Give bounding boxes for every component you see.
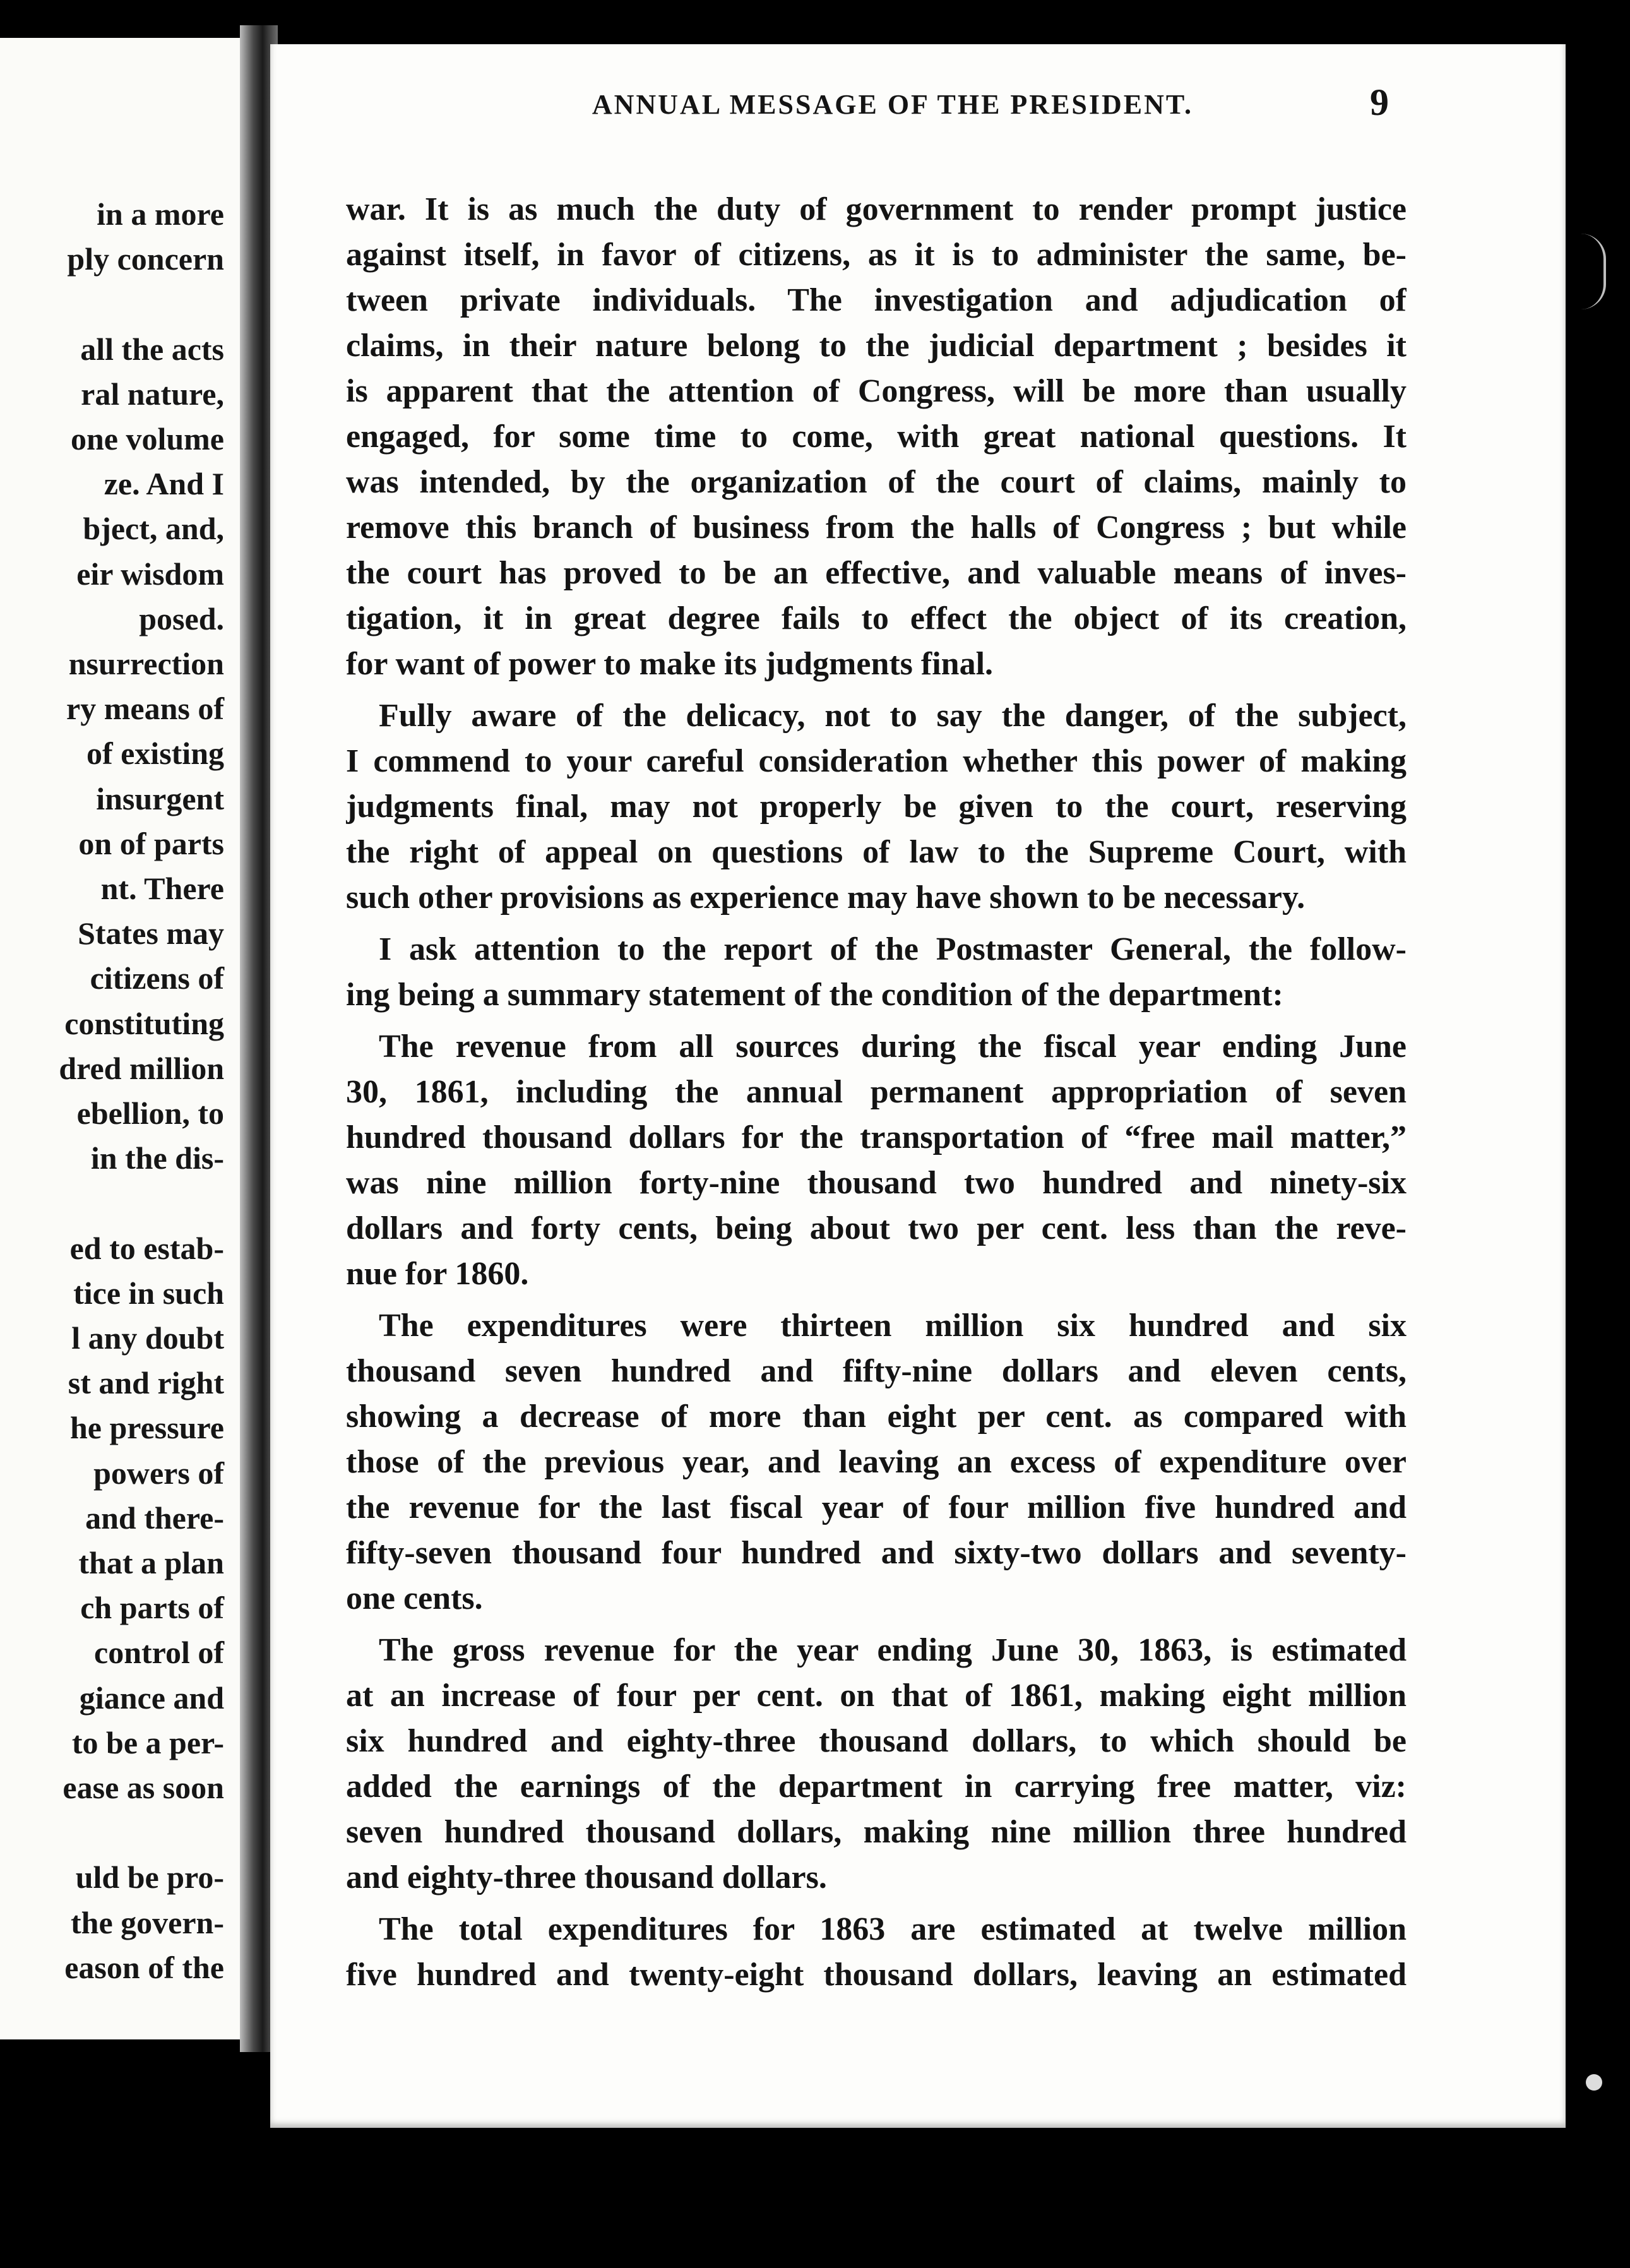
facing-page-line: in a more (97, 196, 224, 232)
facing-page-line: posed. (139, 600, 224, 636)
running-header: ANNUAL MESSAGE OF THE PRESIDENT. (592, 89, 1193, 120)
facing-page-line: giance and (79, 1680, 224, 1716)
text-line: added the earnings of the department in carrying free matter, viz: (346, 1769, 1407, 1805)
text-line: engaged, for some time to come, with great national questions. It (346, 419, 1407, 455)
facing-page-line: citizens of (90, 960, 224, 996)
text-line: remove this branch of business from the halls of Congress ; but while (346, 510, 1407, 546)
facing-page-line: insurgent (96, 780, 224, 816)
facing-page-line: on of parts (78, 825, 224, 861)
facing-page-line: control of (94, 1635, 224, 1671)
text-line: 30, 1861, including the annual permanent appropriation of seven (346, 1074, 1407, 1110)
body-text (346, 187, 1407, 1998)
facing-page-line: the govern- (71, 1904, 224, 1940)
facing-page-line: st and right (68, 1365, 224, 1401)
text-line: nue for 1860. (346, 1256, 529, 1292)
facing-page-line: and there- (85, 1500, 224, 1536)
text-line: judgments final, may not properly be given to the court, reserving (346, 789, 1407, 825)
facing-page-line: eason of the (64, 1949, 224, 1985)
text-line: showing a decrease of more than eight per cent. as compared with (346, 1399, 1407, 1435)
facing-page-line: ply concern (67, 241, 224, 277)
page-number: 9 (1370, 81, 1389, 123)
text-line: The expenditures were thirteen million six hundred and six (379, 1308, 1407, 1344)
text-line: was nine million forty-nine thousand two hundred and ninety-six (346, 1165, 1407, 1201)
facing-page-line: that a plan (78, 1545, 224, 1580)
facing-page-line: one volume (70, 421, 224, 457)
text-line: for want of power to make its judgments final. (346, 646, 994, 682)
text-line: tigation, it in great degree fails to effect the object of its creation, (346, 600, 1407, 636)
text-line: the right of appeal on questions of law to the Supreme Court, with (346, 834, 1407, 870)
text-line: ing being a summary statement of the condition of the department: (346, 977, 1283, 1013)
text-line: one cents. (346, 1580, 483, 1616)
text-line: The gross revenue for the year ending June 30, 1863, is estimated (379, 1632, 1407, 1668)
facing-page-line: ch parts of (80, 1590, 224, 1626)
text-line: tween private individuals. The investigation and adjudication of (346, 282, 1407, 318)
text-line: the revenue for the last fiscal year of four million five hundred and (346, 1489, 1407, 1525)
text-line: The total expenditures for 1863 are estimated at twelve million (379, 1911, 1407, 1947)
facing-page-line: States may (78, 916, 224, 952)
text-line: war. It is as much the duty of government to render prompt justice (346, 191, 1407, 227)
text-line: six hundred and eighty-three thousand dollars, to which should be (346, 1723, 1407, 1759)
facing-page-line: ral nature, (81, 376, 224, 412)
facing-page-line: powers of (93, 1455, 224, 1491)
facing-page-line: bject, and, (83, 511, 224, 547)
facing-page-line: uld be pro- (75, 1859, 224, 1895)
text-line: was intended, by the organization of the court of claims, mainly to (346, 464, 1407, 500)
facing-page-line: ease as soon (62, 1770, 224, 1805)
text-line: fifty-seven thousand four hundred and sixty-two dollars and seventy- (346, 1535, 1407, 1571)
facing-page-line: ry means of (66, 691, 224, 727)
facing-page-line: l any doubt (71, 1320, 224, 1356)
facing-page-line: constituting (64, 1005, 224, 1041)
facing-page-line: nt. There (100, 871, 224, 906)
facing-page-line: of existing (86, 736, 224, 772)
text-line: such other provisions as experience may have shown to be necessary. (346, 880, 1306, 916)
facing-page-line: ed to estab- (69, 1230, 224, 1266)
facing-page-line: to be a per- (71, 1724, 224, 1760)
facing-page-line: ze. And I (104, 466, 224, 502)
text-line: five hundred and twenty-eight thousand dollars, leaving an estimated (346, 1957, 1407, 1993)
facing-page-line: eir wisdom (76, 556, 224, 592)
facing-page-line: all the acts (80, 331, 224, 367)
text-line: claims, in their nature belong to the judicial department ; besides it (346, 328, 1407, 364)
text-line: I ask attention to the report of the Postmaster General, the follow- (379, 931, 1407, 967)
text-line: thousand seven hundred and fifty-nine dollars and eleven cents, (346, 1353, 1407, 1389)
text-line: and eighty-three thousand dollars. (346, 1859, 827, 1895)
facing-page-line: dred million (59, 1050, 224, 1086)
facing-page-line: in the dis- (90, 1140, 224, 1176)
text-line: hundred thousand dollars for the transportation of “free mail matter,” (346, 1119, 1407, 1155)
facing-page-line: ebellion, to (76, 1095, 224, 1131)
facing-page-line: he pressure (70, 1410, 224, 1446)
text-line: those of the previous year, and leaving an excess of expenditure over (346, 1444, 1407, 1480)
text-line: against itself, in favor of citizens, as it is to administer the same, be- (346, 237, 1407, 273)
facing-page-line: tice in such (73, 1275, 224, 1311)
text-line: dollars and forty cents, being about two per cent. less than the reve- (346, 1210, 1407, 1246)
text-line: at an increase of four per cent. on that of 1861, making eight million (346, 1678, 1407, 1714)
edge-dot (1586, 2074, 1602, 2091)
edge-mark (1578, 234, 1606, 309)
text-line: is apparent that the attention of Congress, will be more than usually (346, 373, 1407, 409)
text-line: the court has proved to be an effective, and valuable means of inves- (346, 555, 1407, 591)
facing-page (0, 38, 249, 2039)
facing-page-line: nsurrection (68, 646, 224, 681)
text-line: I commend to your careful consideration whether this power of making (346, 743, 1407, 779)
text-line: seven hundred thousand dollars, making nine million three hundred (346, 1814, 1407, 1850)
text-line: Fully aware of the delicacy, not to say the danger, of the subject, (379, 698, 1407, 734)
text-line: The revenue from all sources during the fiscal year ending June (379, 1029, 1407, 1065)
